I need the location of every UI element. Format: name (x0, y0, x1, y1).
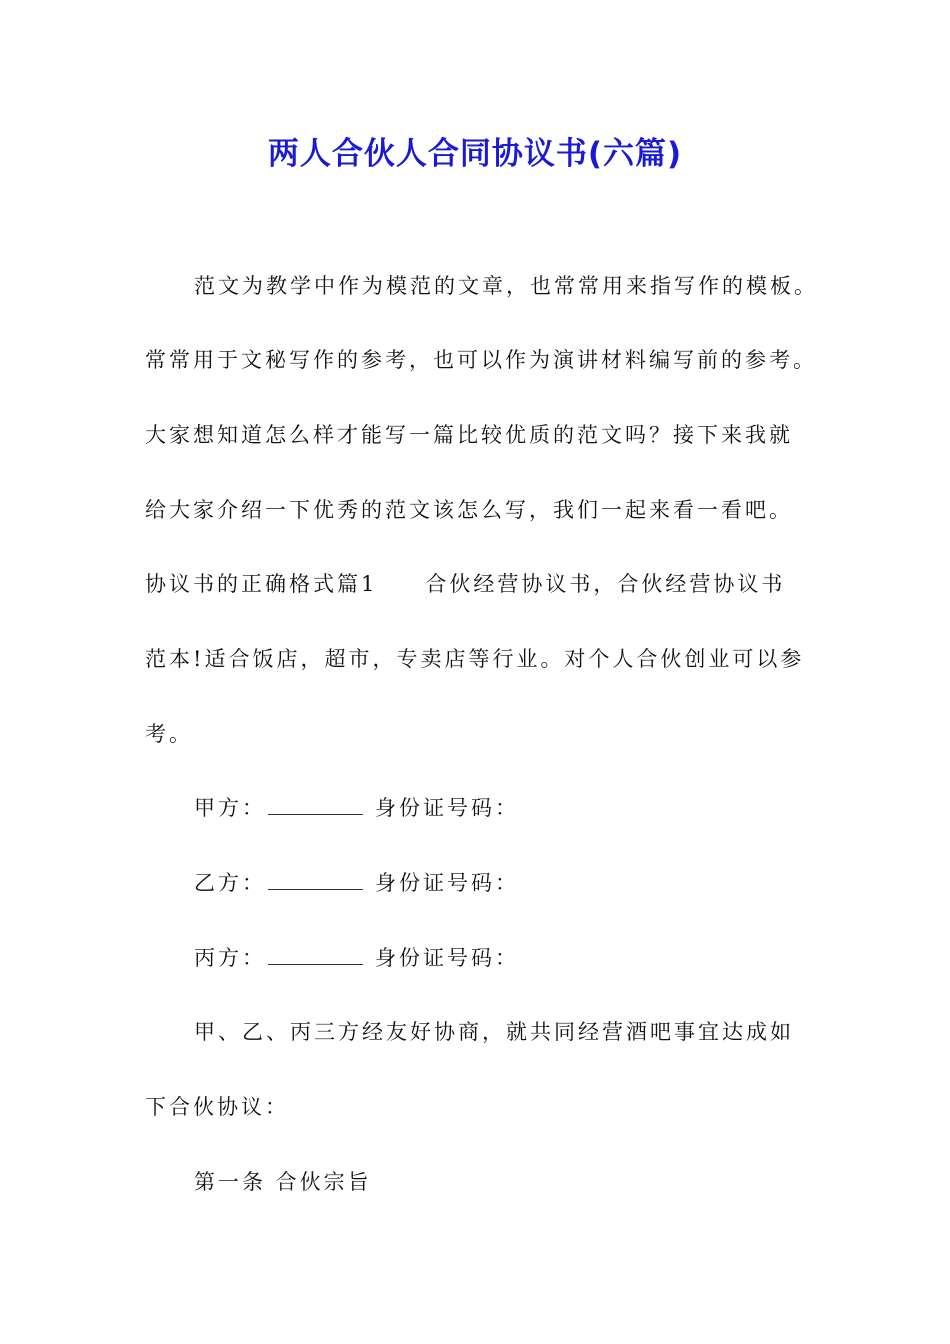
section-line-1: 协议书的正确格式篇1 合伙经营协议书，合伙经营协议书 (145, 572, 786, 596)
party-c-label: 丙方： (194, 946, 266, 970)
intro-line-4: 给大家介绍一下优秀的范文该怎么写，我们一起来看一看吧。 (145, 498, 793, 522)
party-b-id-label: 身份证号码： (375, 871, 519, 895)
party-c-name-blank (268, 946, 363, 965)
intro-line-3: 大家想知道怎么样才能写一篇比较优质的范文吗？接下来我就 (145, 423, 793, 447)
article-heading: 第一条 合伙宗旨 (194, 1170, 372, 1194)
intro-line-1: 范文为教学中作为模范的文章，也常常用来指写作的模板。 (194, 274, 818, 298)
section-line-2: 范本!适合饭店，超市，专卖店等行业。对个人合伙创业可以参 (145, 647, 805, 671)
party-row-a (194, 794, 884, 822)
agreement-line-1: 甲、乙、丙三方经友好协商，就共同经营酒吧事宜达成如 (194, 1020, 794, 1044)
intro-line-2: 常常用于文秘写作的参考，也可以作为演讲材料编写前的参考。 (145, 348, 817, 372)
section-line-3: 考。 (145, 722, 193, 746)
party-a-id-label: 身份证号码： (375, 796, 519, 820)
agreement-line-2: 下合伙协议： (145, 1095, 289, 1119)
party-row-c (194, 944, 884, 972)
party-b-label: 乙方： (194, 871, 266, 895)
party-c-id-label: 身份证号码： (375, 946, 519, 970)
party-row-b (194, 869, 884, 897)
party-b-name-blank (268, 871, 363, 890)
document-title: 两人合伙人合同协议书(六篇) (267, 136, 683, 172)
party-a-name-blank (268, 796, 363, 815)
party-a-label: 甲方： (194, 796, 266, 820)
